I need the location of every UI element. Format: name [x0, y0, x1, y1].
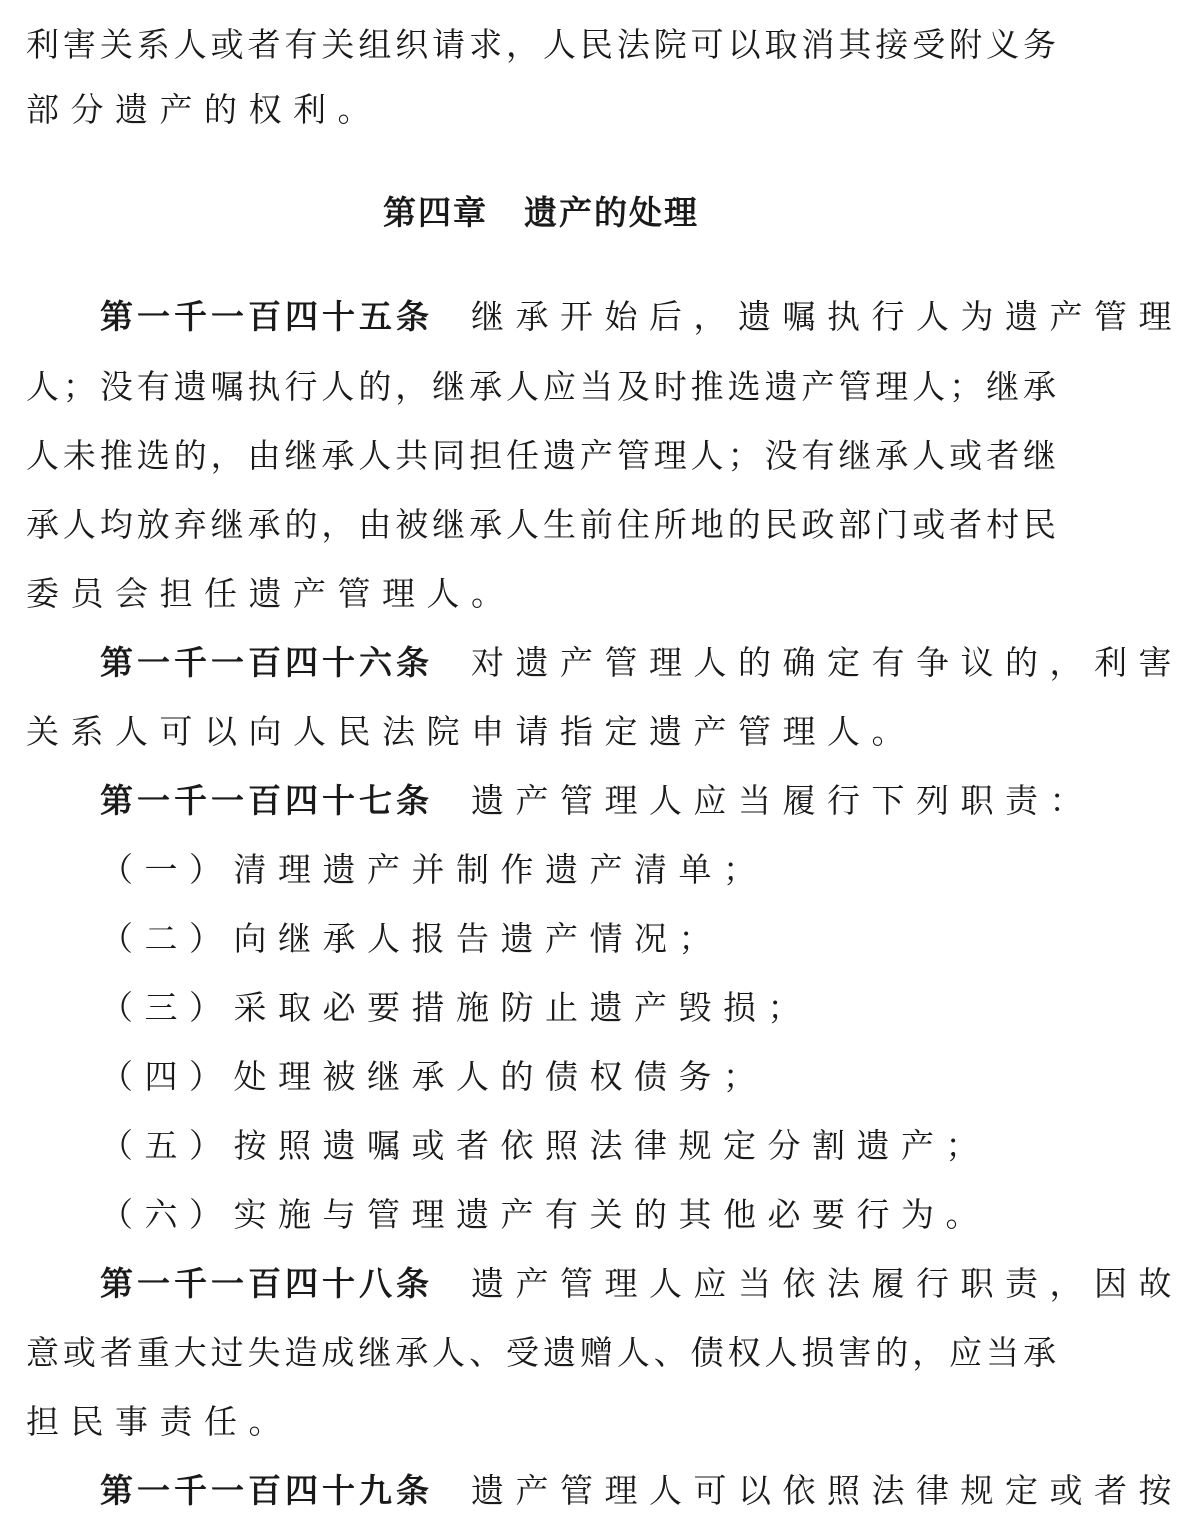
text-line: 人；没有遗嘱执行人的，继承人应当及时推选遗产管理人；继承	[26, 367, 1056, 406]
article-text: 对遗产管理人的确定有争议的，利害	[471, 643, 1183, 682]
chapter-title: 遗产的处理	[524, 193, 699, 232]
article-number: 第一千一百四十八条	[100, 1264, 433, 1303]
article-text: 遗产管理人应当履行下列职责：	[471, 781, 1094, 820]
text-line: 关系人可以向人民法院申请指定遗产管理人。	[26, 712, 916, 751]
text-line: 委员会担任遗产管理人。	[26, 574, 516, 613]
article-1146-first-line	[26, 638, 1183, 688]
text-line: 部分遗产的权利。	[26, 90, 382, 129]
chapter-number: 第四章	[383, 193, 488, 232]
list-item: （三）采取必要措施防止遗产毁损；	[100, 988, 812, 1027]
list-item: （五）按照遗嘱或者依照法律规定分割遗产；	[100, 1126, 990, 1165]
article-text: 遗产管理人可以依照法律规定或者按	[471, 1471, 1183, 1510]
list-item: （二）向继承人报告遗产情况；	[100, 919, 723, 958]
article-number: 第一千一百四十六条	[100, 643, 433, 682]
article-number: 第一千一百四十七条	[100, 781, 433, 820]
article-1145-first-line	[26, 292, 1183, 342]
text-line: 意或者重大过失造成继承人、受遗赠人、债权人损害的，应当承	[26, 1333, 1056, 1372]
list-item: （四）处理被继承人的债权债务；	[100, 1057, 768, 1096]
article-1148-first-line	[26, 1259, 1183, 1309]
article-text: 继承开始后，遗嘱执行人为遗产管理	[471, 297, 1183, 336]
chapter-heading	[26, 188, 1056, 238]
article-text: 遗产管理人应当依法履行职责，因故	[471, 1264, 1183, 1303]
article-number: 第一千一百四十五条	[100, 297, 433, 336]
text-line: 承人均放弃继承的，由被继承人生前住所地的民政部门或者村民	[26, 505, 1056, 544]
text-line: 担民事责任。	[26, 1402, 293, 1441]
list-item: （一）清理遗产并制作遗产清单；	[100, 850, 768, 889]
article-1149-first-line	[26, 1466, 1183, 1516]
text-line: 人未推选的，由继承人共同担任遗产管理人；没有继承人或者继	[26, 436, 1056, 475]
text-line: 利害关系人或者有关组织请求，人民法院可以取消其接受附义务	[26, 25, 1056, 64]
list-item: （六）实施与管理遗产有关的其他必要行为。	[100, 1195, 990, 1234]
article-1147-first-line	[26, 776, 1094, 826]
article-number: 第一千一百四十九条	[100, 1471, 433, 1510]
